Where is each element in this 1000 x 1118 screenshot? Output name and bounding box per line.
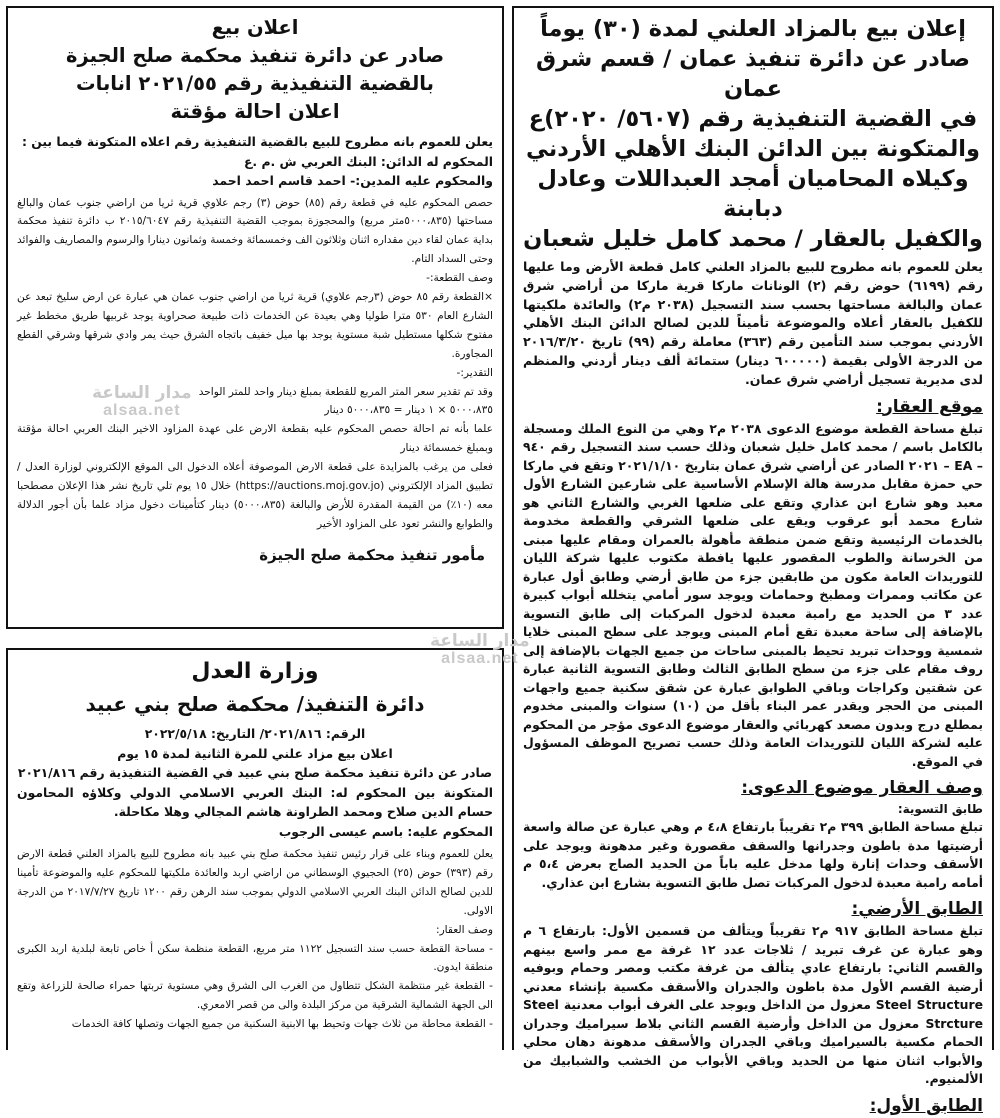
valuation-label: التقدير:- [456,366,493,379]
heading-line: والمتكونة بين الدائن البنك الأهلي الأردني [526,136,980,162]
heading-line: والكفيل بالعقار / محمد كامل خليل شعبان [523,226,983,252]
heading-line: إعلان بيع بالمزاد العلني لمدة (٣٠) يوماً [540,16,966,42]
notice-heading [523,14,983,254]
heading-line: اعلان بيع [211,16,299,39]
auction-notice-bani-obeid [6,648,504,1050]
parties-line: والمحكوم عليه المدين:- احمد قاسم احمد احمد [212,173,493,188]
heading-line: دائرة التنفيذ/ محكمة صلح بني عبيد [85,692,425,716]
parties-text: المتكونة بين المحكوم له: البنك العربي الاسلامي الدولي وكلاؤه المحامون حسام الدين صلاح ومحمد الطراونة هاشم المجالي وهلا مكاحلة. [17,784,493,819]
heading-line: وكيلاه المحاميان أمجد العبداللات وعادل دبابنة [537,166,969,222]
debtor-line: المحكوم عليه: باسم عيسى الرجوب [278,823,493,839]
section-title-location: موقع العقار: [876,396,983,417]
description-item: - القطعة غير منتظمة الشكل تتطاول من الغرب الى الشرق وهي مستوية تربتها حمراء صالحة للزراعة وتقع الى الجهة الشمالية الشرقية من مركز البلدة والى من قصر الامعري. [17,980,493,1012]
subheading-line: صادر عن دائرة تنفيذ محكمة صلح بني عبيد في القضية التنفيذية رقم ٢٠٢١/٨١٦ [17,765,493,780]
section-title-ground-floor: الطابق الأرضي: [851,899,983,920]
notice-intro: يعلن للعموم وبناء على قرار رئيس تنفيذ محكمة صلح بني عبيد بانه مطروح للبيع بالمزاد العلني قطعة الارض رقم (٣٩٣) حوض (٢٥) الحجيوي الوسطاني من اراضي اربد والعائدة ملكيتها للمحكوم عليه والموضوعة تأمينا للدين لصالح الدائن البنك العربي الاسلامي الدولي بموجب سند الرهن رقم ١٢٠٠ تاريخ ٢٠١٧/٧/٢٧ من الدرجة الاولى. [17,848,493,917]
subheading-line: اعلان بيع مزاد علني للمرة الثانية لمدة ١٥ يوم [117,745,393,761]
basement-label: طابق التسوية: [897,802,983,817]
reference-line: الرقم: ٢٠٢١/٨١٦/ التاريخ: ٢٠٢٢/٥/١٨ [144,726,366,741]
watermark-latin: alsaa.net [103,402,181,419]
bid-instructions: فعلى من يرغب بالمزايدة على قطعة الارض الموصوفة أعلاه الدخول الى الموقع الإلكتروني لوزارة العدل / تطبيق المزاد الإلكتروني (https://auctions.moj.gov.jo) خلال ١٥ يوم تلي تاريخ نشر هذا الإعلان مصطحبا معه (١٠٪) من القيمة المقدرة للأرض والبالغة (٥٠٠٠،٨٣٥) دينار كتأمينات دخول مزاد علما بأن أجور الدلالة والطوابع والنشر تعود على المزاود الأخير [17,461,494,530]
section-title-description: وصف العقار موضوع الدعوى: [741,778,983,799]
ground-floor-text: تبلغ مساحة الطابق ٩١٧ م٢ تقريباً ويتألف من قسمين الأول: بارتفاع ٦ م وهو عبارة عن غرف تبريد / ثلاجات عدد ١٢ غرفة مع ممر واسع بينهم والقسم الثاني: بارتفاع عادي يتألف من غرفة مكتب ومصر وحمام وبوفيه أرضية القسم الأول مدة باطون والجدران والأسقف مكسية بإنشاء معدني Steel Structure معزول من الداخل ويوجد على الغرف أبواب معدنية Steel Strcture معزول من الداخل وأرضية القسم الثاني بلاط سيراميك وجدران الحمام مكسية بالسيراميك وباقي الجدران والأسقف مدهونة دهان محلي والأبواب اثنان منها من الحديد وباقي الأبواب من الخشب والشبابيك من الألمنيوم. [523,923,984,1087]
heading-line: صادر عن دائرة تنفيذ عمان / قسم شرق عمان [536,46,970,102]
notice-intro: حصص المحكوم عليه في قطعة رقم (٨٥) حوض (٣) رجم علاوي قرية ثريا من اراضي جنوب عمان والبالغ مساحتها (٥٠٠٠،٨٣٥متر مربع) والمحجوزة بموجب القضية التنفيذية رقم ٢٠١٥/٦٠٤٧ ب دائرة تنفيذ محكمة بداية عمان لقاء دين مقداره اثنان وثلاثون الف وخمسمائة وخمسة وثمانون دينارا والرسوم والمصاريف والفوائد وحتى السداد التام. [17,196,493,266]
heading-line: في القضية التنفيذية رقم (٥٦٠٧/ ٢٠٢٠)ع [528,106,978,132]
heading-line: اعلان احالة مؤقتة [170,100,340,123]
notice-heading [17,656,493,720]
parties-line: المحكوم له الدائن: البنك العربي ش .م .ع [243,153,493,169]
parties-block [17,132,493,191]
parties-line: يعلن للعموم بانه مطروح للبيع بالقضية التنفيذية رقم اعلاه المتكونة فيما بين : [21,134,493,149]
watermark-arabic: مدار الساعة [92,383,192,403]
signature: مأمور تنفيذ محكمة صلح الجيزة [259,545,485,564]
description-label: وصف القطعة:- [426,272,493,285]
heading-line: صادر عن دائرة تنفيذ محكمة صلح الجيزة [65,44,445,67]
section-title-first-floor: الطابق الأول: [869,1095,983,1116]
heading-line: وزارة العدل [191,659,319,684]
valuation-calc: ٥٠٠٠،٨٣٥ × ١ دينار = ٥٠٠٠،٨٣٥ دينار [324,404,493,417]
location-text: تبلغ مساحة القطعة موضوع الدعوى ٢٠٣٨ م٢ وهي من النوع الملك ومسجلة بالكامل باسم / محمد كامل خليل شعبان وذلك حسب سند التسجيل رقم ٩٤٠ – EA – ٢٠٢١ الصادر عن أراضي شرق عمان بتاريخ ٢٠٢١/١/١٠ وتقع في ماركا حي حمزة مقابل مدرسة هالة الإسلام الأساسية على شارعين الشارع الأول معبد وهو شارع ابن عذاري وتقع على ضلعها الغربي والشارع الثاني هو شارع محمد أبو عرقوب ويقع على ضلعها الشرقي والقطعة مخدومة بالخدمات الرئيسية وتقع ضمن منطقة مأهولة بالعمران ومقام عليها مبنى من الخرسانة والطوب المقصور عليها يافطة مكتوب عليها شركة الليان للتوريدات العامة مكون من طابقين جزء من طابق أرضي وطابق أول عبارة عن مكاتب وممرات ومطبخ وحمامات ويوجد سور أمامي يتخلله أبواب كبيرة عدد ٣ من الحديد مع رامبة معبدة لدخول المركبات إلى طابق التسوية بالإضافة إلى ساحة معبدة تقع أمام المبنى ويوجد على سطح المبنى خلايا شمسية ووحدات تبريد تحيط بالمبنى ساحات من جميع الجهات بالإضافة إلى روف مقام على جزء من سطح الطابق الثالث وطابق التسوية الثانية عبارة عن شقتين وكراجات وباقي الطوابق عبارة عن شقق سكنية جميع واجهات المبنى من الحجر ويقدر عمر البناء بأقل من (١٠) سنوات والمبنى مخدوم بمطلع درج وبدون مصعد كهربائي والعقار موضوع الدعوى مؤجر من المحكوم عليه لشركة الليان للتوريدات العامة وذلك حسب تصريح الموظف المسؤول في الموقع. [523,420,984,769]
watermark-latin: alsaa.net [441,650,519,667]
description-text: ×القطعة رقم ٨٥ حوض (٣رجم علاوي) قرية ثريا من اراضي جنوب عمان هي عبارة عن ارض سليخ تبعد عن الشارع العام ٥٣٠ مترا طوليا وهي بعيدة عن الخدمات ذات طبيعة صحراوية يوجد غربيها طريق مخطط غير مفتوح شكلها مستطيل شبة مستوية يوجد بها ميل خفيف باتجاه الشرق حيث يمر وادي شرقها وشرقي القطع المجاورة. [17,291,494,360]
basement-text: تبلغ مساحة الطابق ٣٩٩ م٢ تقريباً بارتفاع ٤،٨ م وهي عبارة عن صالة واسعة أرضيتها مدة باطون وجدرانها والسقف مقصورة وغير مدهونة ويوجد على الأسقف وحدات إنارة ولها مدخل عليه باباً من الحديد الصاج بعرض ٥،٤ م أمامه رامبة معبدة لدخول المركبات تصل طابق التسوية بشارع ابن عذاري. [523,819,983,890]
description-item: - مساحة القطعة حسب سند التسجيل ١١٢٢ متر مربع، القطعة منظمة سكن أ خاص تابعة لبلدية اربد الكبرى منطقة ايدون. [17,942,494,974]
notice-heading [17,14,493,126]
description-label: وصف العقار: [436,923,493,936]
watermark-arabic: مدار الساعة [430,631,530,651]
auction-notice-amman [512,6,994,1116]
valuation-text: وقد تم تقدير سعر المتر المربع للقطعة بمبلغ دينار واحد للمتر الواحد [198,385,493,398]
description-item: - القطعة محاطة من ثلاث جهات وتحيط بها الابنية السكنية من جميع الجهات وتصلها كافة الخدمات [71,1018,493,1031]
notice-intro: يعلن للعموم بانه مطروح للبيع بالمزاد العلني كامل قطعة الأرض وما عليها رقم (٦١٩٩) حوض رقم (٢) الونانات ماركا قرية ماركا من أراضي شرق عمان والبالغة مساحتها بحسب سند التسجيل (٢٠٣٨ م٢) والعائدة ملكيتها للكفيل بالعقار أعلاه والموضوعة تأميناً للدين لصالح الدائن البنك الأهلي الأردني بموجب سند التأمين رقم (٣٦٣) معاملة رقم (٩٩) تاريخ ٢٠١٦/٣/٢٠ من الدرجة الأولى بقيمة (٦٠٠٠٠٠ دينار) ستمائة ألف دينار أردني والمنظم لدى مديرية تسجيل أراضي شرق عمان. [523,259,984,387]
referral-text: علما بأنه تم احالة حصص المحكوم عليه بقطعة الارض على عهدة المزاود الاخير البنك العربي احالة مؤقتة وبمبلغ خمسمائة دينار [17,423,493,455]
auction-notice-jiza [6,6,504,629]
heading-line: بالقضية التنفيذية رقم ٢٠٢١/٥٥ انابات [76,72,434,95]
